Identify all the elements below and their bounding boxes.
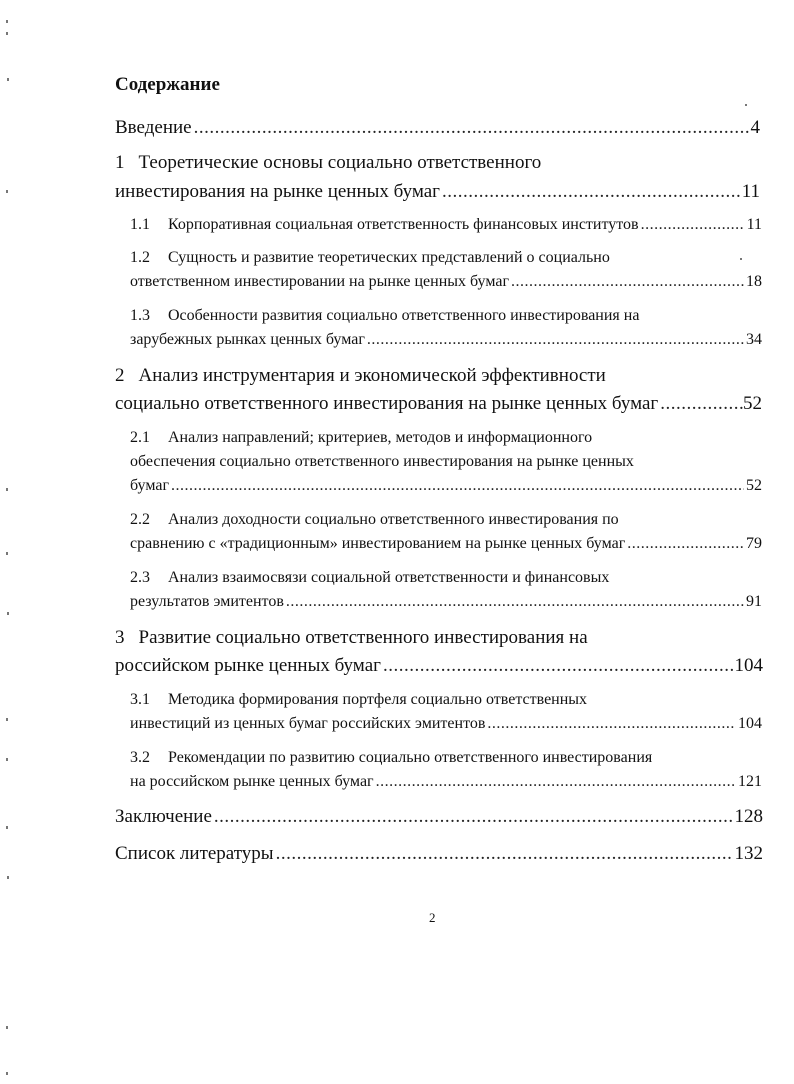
dot-leader — [641, 216, 745, 234]
toc-page-number: 11 — [741, 181, 760, 202]
scan-speck — [740, 258, 742, 260]
toc-entry-ch3-line2[interactable] — [115, 655, 763, 677]
toc-entry-text: Теоретические основы социально ответственного — [138, 152, 542, 173]
toc-entry-text: Сущность и развитие теоретических представлений о социально — [168, 249, 610, 266]
toc-entry-text: Введение — [115, 117, 192, 138]
toc-entry-text: ответственном инвестировании на рынке ценных бумаг — [130, 273, 509, 290]
dot-leader — [660, 393, 743, 415]
toc-entry-s21-line1[interactable] — [130, 429, 762, 447]
toc-entry-ch2-line2[interactable] — [115, 393, 762, 415]
toc-page-number: 104 — [738, 715, 762, 732]
scan-speck — [7, 78, 9, 81]
toc-page-number: 104 — [734, 655, 763, 676]
scan-speck — [6, 190, 8, 193]
dot-leader — [442, 181, 740, 203]
dot-leader — [511, 273, 744, 291]
section-number: 3.1 — [130, 691, 150, 708]
toc-entry-s11[interactable] — [130, 216, 762, 234]
section-number: 1.2 — [130, 249, 150, 266]
toc-entry-text: Анализ доходности социально ответственного инвестирования по — [168, 511, 619, 528]
toc-page-number: 11 — [746, 216, 762, 233]
section-number: 3.2 — [130, 749, 150, 766]
scan-speck — [745, 104, 747, 106]
toc-entry-s23-line1[interactable] — [130, 569, 762, 587]
toc-entry-s23-line2[interactable] — [130, 593, 762, 611]
toc-entry-s13-line2[interactable] — [130, 331, 762, 349]
toc-page-number: 91 — [746, 593, 762, 610]
dot-leader — [627, 535, 744, 553]
toc-entry-text: Особенности развития социально ответственного инвестирования на — [168, 307, 640, 324]
toc-entry-s32-line1[interactable] — [130, 749, 762, 767]
toc-entry-s21-line3[interactable] — [130, 477, 762, 495]
toc-entry-text: обеспечения социально ответственного инвестирования на рынке ценных — [130, 453, 634, 470]
toc-entry-ch3-line1[interactable] — [115, 627, 760, 649]
toc-entry-text: на российском рынке ценных бумаг — [130, 773, 374, 790]
toc-entry-text: инвестирования на рынке ценных бумаг — [115, 181, 440, 202]
dot-leader — [383, 655, 733, 677]
toc-entry-s22-line1[interactable] — [130, 511, 762, 529]
toc-entry-text: Методика формирования портфеля социально ответственных — [168, 691, 588, 708]
toc-entry-text: зарубежных рынках ценных бумаг — [130, 331, 365, 348]
toc-entry-s31-line2[interactable] — [130, 715, 762, 733]
section-number: 1.3 — [130, 307, 150, 324]
toc-entry-text: Список литературы — [115, 843, 274, 864]
section-number: 2.3 — [130, 569, 150, 586]
toc-entry-text: Рекомендации по развитию социально ответственного инвестирования — [168, 749, 653, 766]
toc-entry-s12-line1[interactable] — [130, 249, 762, 267]
toc-entry-references[interactable] — [115, 843, 763, 865]
toc-entry-ch1-line1[interactable] — [115, 152, 760, 174]
toc-entry-text: сравнению с «традиционным» инвестированием на рынке ценных бумаг — [130, 535, 626, 552]
section-number: 1.1 — [130, 216, 150, 233]
scan-speck — [6, 1026, 8, 1029]
toc-entry-conclusion[interactable] — [115, 806, 763, 828]
scan-speck — [6, 826, 8, 829]
toc-entry-text: российском рынке ценных бумаг — [115, 655, 381, 676]
section-number: 2.2 — [130, 511, 150, 528]
toc-page-number: 121 — [738, 773, 762, 790]
scan-speck — [6, 718, 8, 721]
dot-leader — [367, 331, 744, 349]
chapter-number: 2 — [115, 365, 125, 386]
toc-entry-text: результатов эмитентов — [130, 593, 284, 610]
toc-page-number: 18 — [746, 273, 762, 290]
dot-leader — [487, 715, 736, 733]
toc-entry-intro[interactable] — [115, 117, 760, 139]
toc-entry-s12-line2[interactable] — [130, 273, 762, 291]
toc-entry-ch2-line1[interactable] — [115, 365, 760, 387]
toc-page-number: 52 — [743, 393, 762, 414]
toc-page-number: 4 — [750, 117, 760, 138]
toc-entry-text: Заключение — [115, 806, 212, 827]
toc-page-number: 79 — [746, 535, 762, 552]
scan-speck — [7, 876, 9, 879]
dot-leader — [194, 117, 749, 139]
toc-entry-ch1-line2[interactable] — [115, 181, 760, 203]
scan-speck — [6, 758, 8, 761]
dot-leader — [286, 593, 744, 611]
toc-page-number: 52 — [746, 477, 762, 494]
chapter-number: 3 — [115, 627, 125, 648]
section-number: 2.1 — [130, 429, 150, 446]
dot-leader — [171, 477, 744, 495]
toc-entry-text: Развитие социально ответственного инвестирования на — [138, 627, 588, 648]
toc-entry-s21-line2[interactable] — [130, 453, 762, 471]
toc-entry-text: социально ответственного инвестирования на рынке ценных бумаг — [115, 393, 659, 414]
toc-entry-s13-line1[interactable] — [130, 307, 762, 325]
toc-page-number: 34 — [746, 331, 762, 348]
toc-entry-text: инвестиций из ценных бумаг российских эмитентов — [130, 715, 486, 732]
scan-speck — [6, 32, 8, 35]
dot-leader — [214, 806, 733, 828]
scan-speck — [6, 488, 8, 491]
toc-entry-s22-line2[interactable] — [130, 535, 762, 553]
toc-entry-text: Анализ направлений; критериев, методов и информационного — [168, 429, 593, 446]
toc-entry-text: бумаг — [130, 477, 169, 494]
dot-leader — [276, 843, 733, 865]
toc-page-number: 132 — [734, 843, 763, 864]
toc-entry-text: Анализ взаимосвязи социальной ответственности и финансовых — [168, 569, 610, 586]
scan-speck — [6, 20, 8, 23]
scan-speck — [6, 552, 8, 555]
scan-speck — [7, 612, 9, 615]
toc-entry-s32-line2[interactable] — [130, 773, 762, 791]
scan-speck — [6, 1072, 8, 1075]
toc-title: Содержание — [115, 74, 220, 95]
toc-entry-text: Анализ инструментария и экономической эффективности — [138, 365, 606, 386]
toc-page-number: 128 — [734, 806, 763, 827]
dot-leader — [376, 773, 736, 791]
toc-entry-s31-line1[interactable] — [130, 691, 762, 709]
chapter-number: 1 — [115, 152, 125, 173]
toc-entry-text: Корпоративная социальная ответственность финансовых институтов — [168, 216, 639, 233]
page-number: 2 — [429, 910, 436, 925]
